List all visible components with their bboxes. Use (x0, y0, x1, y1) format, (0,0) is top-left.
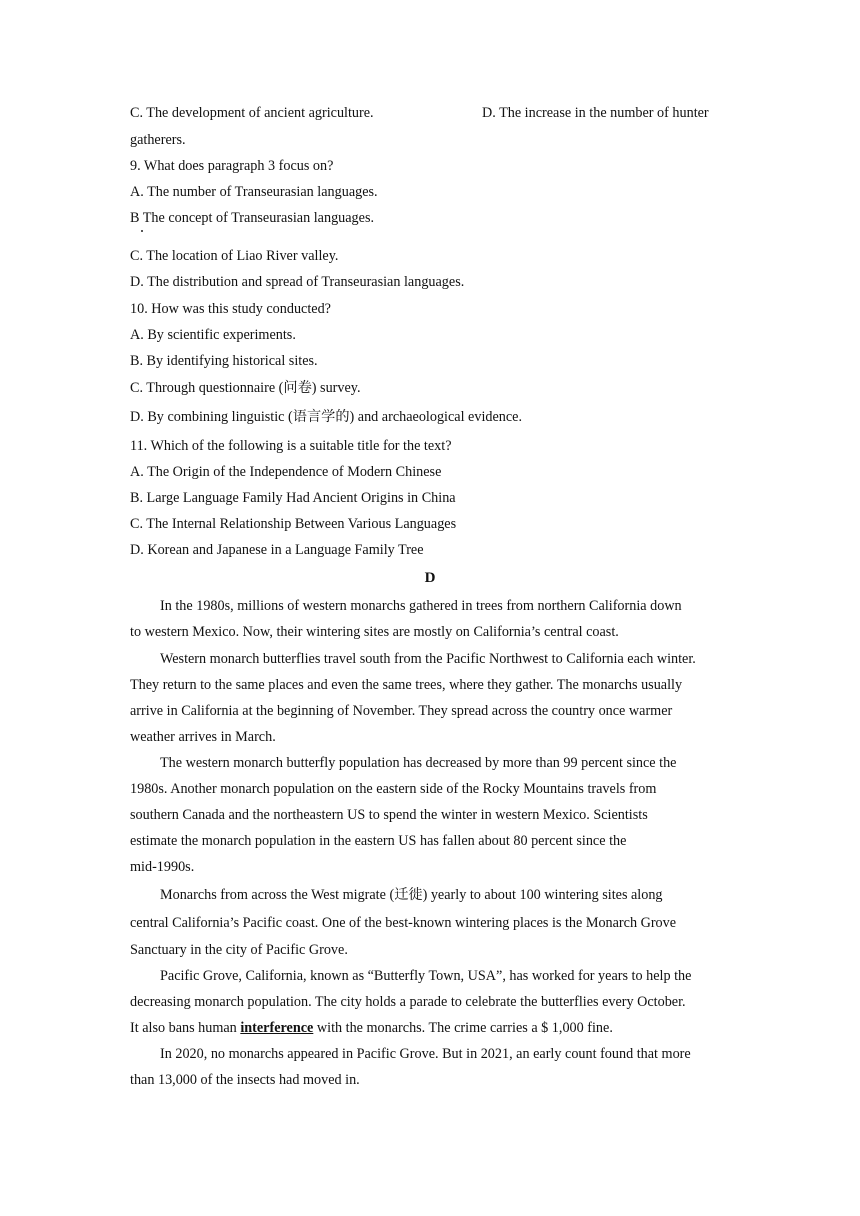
paragraph-2-line: Western monarch butterflies travel south from the Pacific Northwest to California each winter. (160, 651, 696, 667)
q11-option-d: D. Korean and Japanese in a Language Family Tree (130, 542, 424, 558)
paragraph-2-line: weather arrives in March. (130, 729, 276, 745)
q9-option-d: D. The distribution and spread of Transeurasian languages. (130, 274, 465, 290)
q11-question: 11. Which of the following is a suitable title for the text? (130, 438, 452, 454)
q9-option-b: B The concept of Transeurasian languages. (130, 210, 375, 226)
q11-option-c: C. The Internal Relationship Between Various Languages (130, 516, 457, 532)
q8-option-d-continued: gatherers. (130, 132, 186, 148)
paragraph-1-line: to western Mexico. Now, their wintering sites are mostly on California’s central coast. (130, 624, 619, 640)
paragraph-5-text: It also bans human (130, 1020, 241, 1036)
q9-question: 9. What does paragraph 3 focus on? (130, 158, 334, 174)
q10-option-d: D. By combining linguistic (语言学的) and archaeological evidence. (130, 409, 523, 425)
underlined-keyword: interference (240, 1020, 314, 1036)
paragraph-2-line: They return to the same places and even the same trees, where they gather. The monarchs usually (130, 677, 683, 693)
q10-option-a: A. By scientific experiments. (130, 327, 296, 343)
paragraph-3-line: mid-1990s. (130, 859, 195, 875)
paragraph-3-line: 1980s. Another monarch population on the eastern side of the Rocky Mountains travels from (130, 781, 657, 797)
paragraph-4-line: Sanctuary in the city of Pacific Grove. (130, 942, 348, 958)
paragraph-6-line: than 13,000 of the insects had moved in. (130, 1072, 360, 1088)
paragraph-5-line (130, 1019, 613, 1037)
stray-dot-mark (141, 230, 143, 232)
paragraph-1-line: In the 1980s, millions of western monarchs gathered in trees from northern California down (160, 598, 682, 614)
q10-question: 10. How was this study conducted? (130, 301, 331, 317)
paragraph-3-line: The western monarch butterfly population has decreased by more than 99 percent since the (160, 755, 677, 771)
section-heading: D (424, 570, 436, 586)
paragraph-4-line: central California’s Pacific coast. One of the best-known wintering places is the Monarch Grove (130, 915, 677, 931)
q9-option-c: C. The location of Liao River valley. (130, 248, 339, 264)
q8-option-d: D. The increase in the number of hunter (482, 105, 709, 121)
paragraph-5-line: Pacific Grove, California, known as “Butterfly Town, USA”, has worked for years to help the (160, 968, 692, 984)
paragraph-4-line: Monarchs from across the West migrate (迁徙) yearly to about 100 wintering sites along (160, 887, 663, 903)
q8-option-c: C. The development of ancient agriculture. (130, 105, 374, 121)
paragraph-5-text: with the monarchs. The crime carries a $ 1,000 fine. (313, 1020, 613, 1036)
q11-option-a: A. The Origin of the Independence of Modern Chinese (130, 464, 442, 480)
paragraph-3-line: estimate the monarch population in the eastern US has fallen about 80 percent since the (130, 833, 627, 849)
paragraph-5-line: decreasing monarch population. The city holds a parade to celebrate the butterflies every October. (130, 994, 686, 1010)
q10-option-b: B. By identifying historical sites. (130, 353, 318, 369)
q9-option-a: A. The number of Transeurasian languages. (130, 184, 378, 200)
q11-option-b: B. Large Language Family Had Ancient Origins in China (130, 490, 456, 506)
paragraph-6-line: In 2020, no monarchs appeared in Pacific Grove. But in 2021, an early count found that more (160, 1046, 691, 1062)
paragraph-2-line: arrive in California at the beginning of November. They spread across the country once warmer (130, 703, 673, 719)
paragraph-3-line: southern Canada and the northeastern US to spend the winter in western Mexico. Scientists (130, 807, 648, 823)
q10-option-c: C. Through questionnaire (问卷) survey. (130, 380, 361, 396)
